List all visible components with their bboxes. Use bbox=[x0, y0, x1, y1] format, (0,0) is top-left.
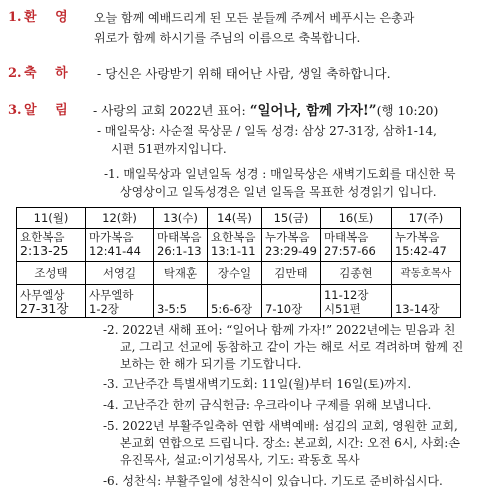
volume-cell: 11-12장 시51편 bbox=[320, 285, 391, 318]
name-cell: 김만태 bbox=[262, 262, 321, 285]
schedule-header-row bbox=[17, 208, 461, 229]
section-notice-num: 3. bbox=[8, 103, 22, 118]
reading-cell: 요한복음 13:1-11 bbox=[208, 229, 262, 262]
reading-cell: 누가복음 23:29-49 bbox=[262, 229, 321, 262]
name-cell: 서영길 bbox=[86, 262, 154, 285]
section-birthday-num: 2. bbox=[8, 66, 22, 81]
reading-cell: 요한복음 2:13-25 bbox=[17, 229, 86, 262]
day-cell: 15(금) bbox=[262, 208, 321, 229]
welcome-line-1: 오늘 함께 예배드리게 된 모든 분들께 주께서 베푸시는 은총과 bbox=[94, 11, 415, 25]
reading-cell: 마가복음 12:41-44 bbox=[86, 229, 154, 262]
volume-cell: 5:6-6장 bbox=[208, 285, 262, 318]
notice-item-5-line-1: -5. 2022년 부활주일축하 연합 새벽예배: 섬김의 교회, 영원한 교회, bbox=[103, 419, 458, 433]
notice-item-2-line-3: 보하는 한 해가 되기를 기도합니다. bbox=[120, 357, 302, 371]
reading-cell: 누가복음 15:42-47 bbox=[391, 229, 460, 262]
day-cell: 14(목) bbox=[208, 208, 262, 229]
name-cell: 장수일 bbox=[208, 262, 262, 285]
volume-cell: 13-14장 bbox=[391, 285, 460, 318]
section-birthday-title: 축 하 bbox=[24, 66, 68, 81]
motto-line bbox=[93, 103, 438, 119]
daily-reading-line-1: - 매일묵상: 사순절 묵상문 / 일독 성경: 삼상 27-31장, 삼하1-14, bbox=[97, 124, 437, 138]
volume-cell: 3-5:5 bbox=[154, 285, 208, 318]
schedule-name-row bbox=[17, 262, 461, 285]
notice-item-5-line-3: 유진목사, 설교:이기성목사, 기도: 곽동호 목사 bbox=[120, 453, 360, 467]
notice-item-1-line-1: -1. 매일묵상과 일년일독 성경 : 매일묵상은 새벽기도회를 대신한 묵 bbox=[104, 167, 456, 181]
reading-cell: 마태복음 26:1-13 bbox=[154, 229, 208, 262]
daily-reading-line-2: 시편 51편까지입니다. bbox=[111, 142, 227, 156]
volume-cell: 사무엘하 1-2장 bbox=[86, 285, 154, 318]
motto-ref: (행 10:20) bbox=[376, 103, 439, 118]
name-cell: 곽동호목사 bbox=[391, 262, 460, 285]
volume-cell: 7-10장 bbox=[262, 285, 321, 318]
day-cell: 12(화) bbox=[86, 208, 154, 229]
schedule-reading-row bbox=[17, 229, 461, 262]
notice-item-5-line-2: 본교회 연합으로 드립니다. 장소: 본교회, 시간: 오전 6시, 사회:손 bbox=[120, 436, 460, 450]
day-cell: 13(수) bbox=[154, 208, 208, 229]
notice-item-3: -3. 고난주간 특별새벽기도회: 11일(월)부터 16일(토)까지. bbox=[103, 377, 412, 391]
reading-schedule-table bbox=[16, 207, 461, 318]
schedule-volume-row bbox=[17, 285, 461, 318]
reading-cell: 마태복음 27:57-66 bbox=[320, 229, 391, 262]
day-cell: 16(토) bbox=[320, 208, 391, 229]
volume-cell: 사무엘상 27-31장 bbox=[17, 285, 86, 318]
name-cell: 조성택 bbox=[17, 262, 86, 285]
notice-item-1-line-2: 상영상이고 일독성경은 일년 일독을 목표한 성경읽기 입니다. bbox=[120, 185, 437, 199]
notice-item-6: -6. 성찬식: 부활주일에 성찬식이 있습니다. 기도로 준비하십시다. bbox=[103, 474, 443, 488]
day-cell: 11(월) bbox=[17, 208, 86, 229]
day-cell: 17(주) bbox=[391, 208, 460, 229]
name-cell: 김종현 bbox=[320, 262, 391, 285]
section-welcome-num: 1. bbox=[8, 10, 22, 25]
notice-item-2-line-1: -2. 2022년 새해 표어: “일어나 함께 가자!” 2022년에는 믿음과 친 bbox=[103, 323, 456, 337]
birthday-text: - 당신은 사랑받기 위해 태어난 사람, 생일 축하합니다. bbox=[97, 66, 391, 81]
motto-text: “일어나, 함께 가자!” bbox=[249, 103, 377, 119]
notice-item-2-line-2: 교, 그리고 선교에 동참하고 같이 가는 해로 서로 격려하며 함께 진 bbox=[120, 340, 464, 354]
notice-item-4: -4. 고난주간 한끼 금식헌금: 우크라이나 구제를 위해 보냅니다. bbox=[103, 398, 432, 412]
section-welcome-title: 환 영 bbox=[24, 10, 68, 25]
name-cell: 탁재훈 bbox=[154, 262, 208, 285]
welcome-line-2: 위로가 함께 하시기를 주님의 이름으로 축복합니다. bbox=[94, 31, 361, 45]
motto-prefix: - 사랑의 교회 2022년 표어: bbox=[93, 103, 250, 118]
section-notice-title: 알 림 bbox=[24, 103, 68, 118]
